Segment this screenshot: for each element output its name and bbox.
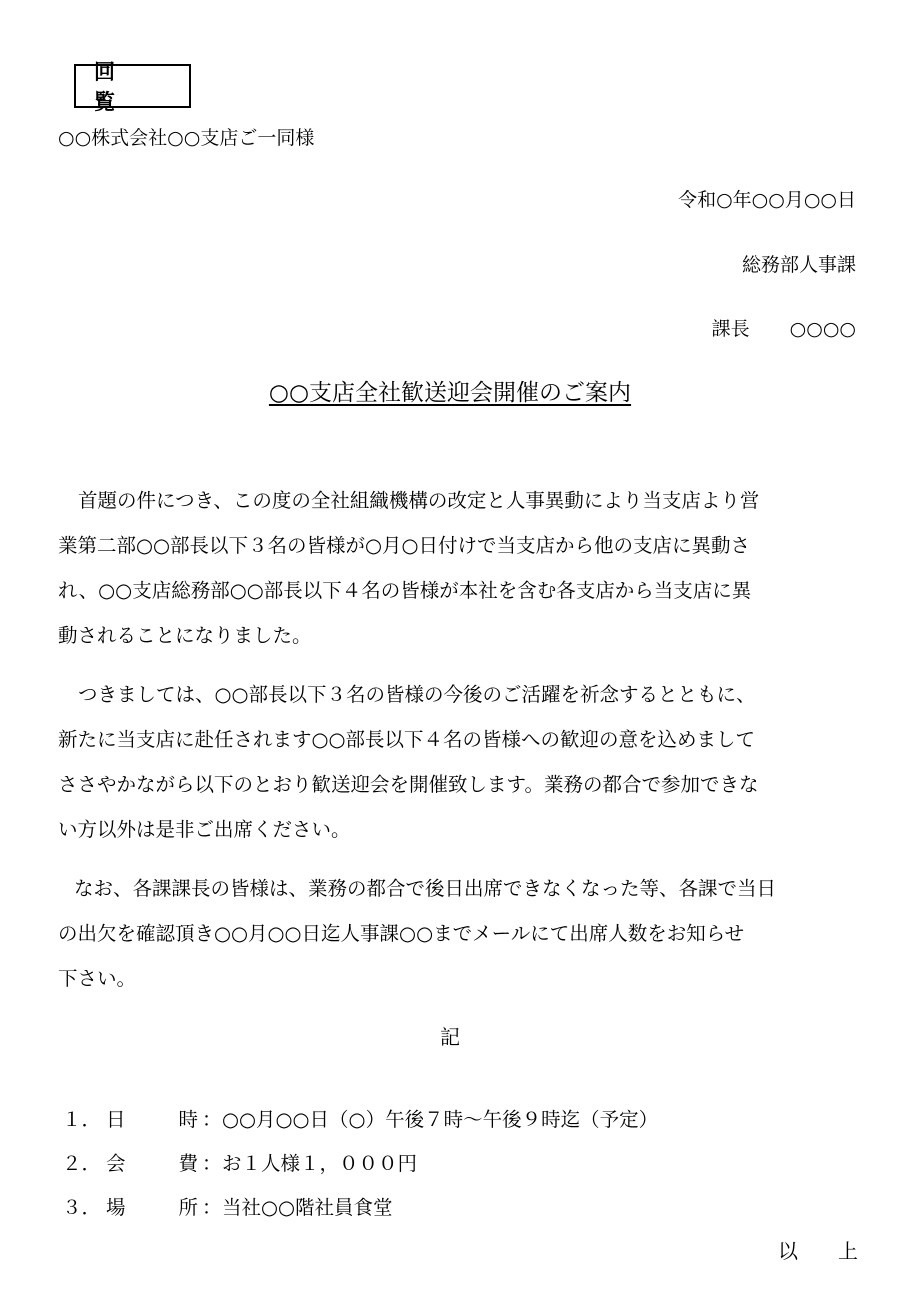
closing-char: 以 (778, 1239, 798, 1263)
list-item (62, 1149, 658, 1193)
ki-heading: 記 (440, 1025, 460, 1049)
list-item (62, 1193, 658, 1237)
circular-label: 回 覧 (94, 59, 172, 114)
paragraph-line: なお、各課課長の皆様は、業務の都合で後日出席できなくなった等、各課で当日 (74, 877, 777, 900)
item-label-char: 所 (178, 1196, 198, 1219)
addressee: ○○株式会社○○支店ご一同様 (58, 127, 315, 149)
item-label-char: 場 (106, 1196, 126, 1219)
item-label-char: 費 (178, 1152, 198, 1175)
document-title: ○○支店全社歓送迎会開催のご案内 (268, 380, 632, 406)
list-item (62, 1105, 658, 1149)
item-number: １． (62, 1108, 102, 1131)
details-list (62, 1105, 658, 1237)
item-label (106, 1105, 198, 1149)
item-value: ○○月○○日（○）午後７時～午後９時迄（予定） (222, 1108, 659, 1131)
closing-mark (778, 1236, 858, 1266)
body-paragraph-1 (58, 478, 858, 658)
paragraph-line: つきましては、○○部長以下３名の皆様の今後のご活躍を祈念するとともに、 (78, 683, 756, 706)
item-number: ３． (62, 1196, 102, 1219)
manager-title: 課長 (711, 318, 750, 340)
paragraph-line: の出欠を確認頂き○○月○○日迄人事課○○までメールにて出席人数をお知らせ (58, 922, 745, 945)
paragraph-line: 業第二部○○部長以下３名の皆様が○月○日付けで当支店から他の支店に異動さ (58, 534, 751, 557)
issue-date: 令和○年○○月○○日 (678, 189, 856, 211)
paragraph-line: ささやかながら以下のとおり歓送迎会を開催致します。業務の都合で参加できな (58, 773, 759, 796)
issuing-department: 総務部人事課 (741, 254, 856, 276)
body-paragraph-2 (58, 672, 858, 852)
item-label-char: 時 (178, 1108, 198, 1131)
paragraph-line: 動されることになりました。 (58, 624, 312, 647)
item-separator: ： (202, 1152, 222, 1175)
item-label (106, 1149, 198, 1193)
paragraph-line: い方以外は是非ご出席ください。 (58, 818, 351, 841)
manager-name: ○○○○ (789, 318, 856, 340)
document-title-wrap (0, 376, 900, 410)
paragraph-line: 新たに当支店に赴任されます○○部長以下４名の皆様への歓迎の意を込めまして (58, 728, 756, 751)
item-label-char: 会 (106, 1152, 126, 1175)
item-number: ２． (62, 1152, 102, 1175)
item-label (106, 1193, 198, 1237)
item-separator: ： (202, 1196, 222, 1219)
paragraph-line: れ、○○支店総務部○○部長以下４名の皆様が本社を含む各支店から当支店に異 (58, 579, 752, 602)
closing-char: 上 (838, 1239, 858, 1263)
paragraph-line: 首題の件につき、この度の全社組織機構の改定と人事異動により当支店より営 (78, 489, 760, 512)
item-separator: ： (202, 1108, 222, 1131)
body-paragraph-3 (58, 866, 858, 1001)
paragraph-line: 下さい。 (58, 967, 137, 990)
item-value: お１人様１，０００円 (222, 1152, 418, 1175)
item-label-char: 日 (106, 1108, 126, 1131)
issuer (712, 315, 856, 343)
item-value: 当社○○階社員食堂 (222, 1196, 393, 1219)
circular-stamp-box (74, 59, 191, 114)
